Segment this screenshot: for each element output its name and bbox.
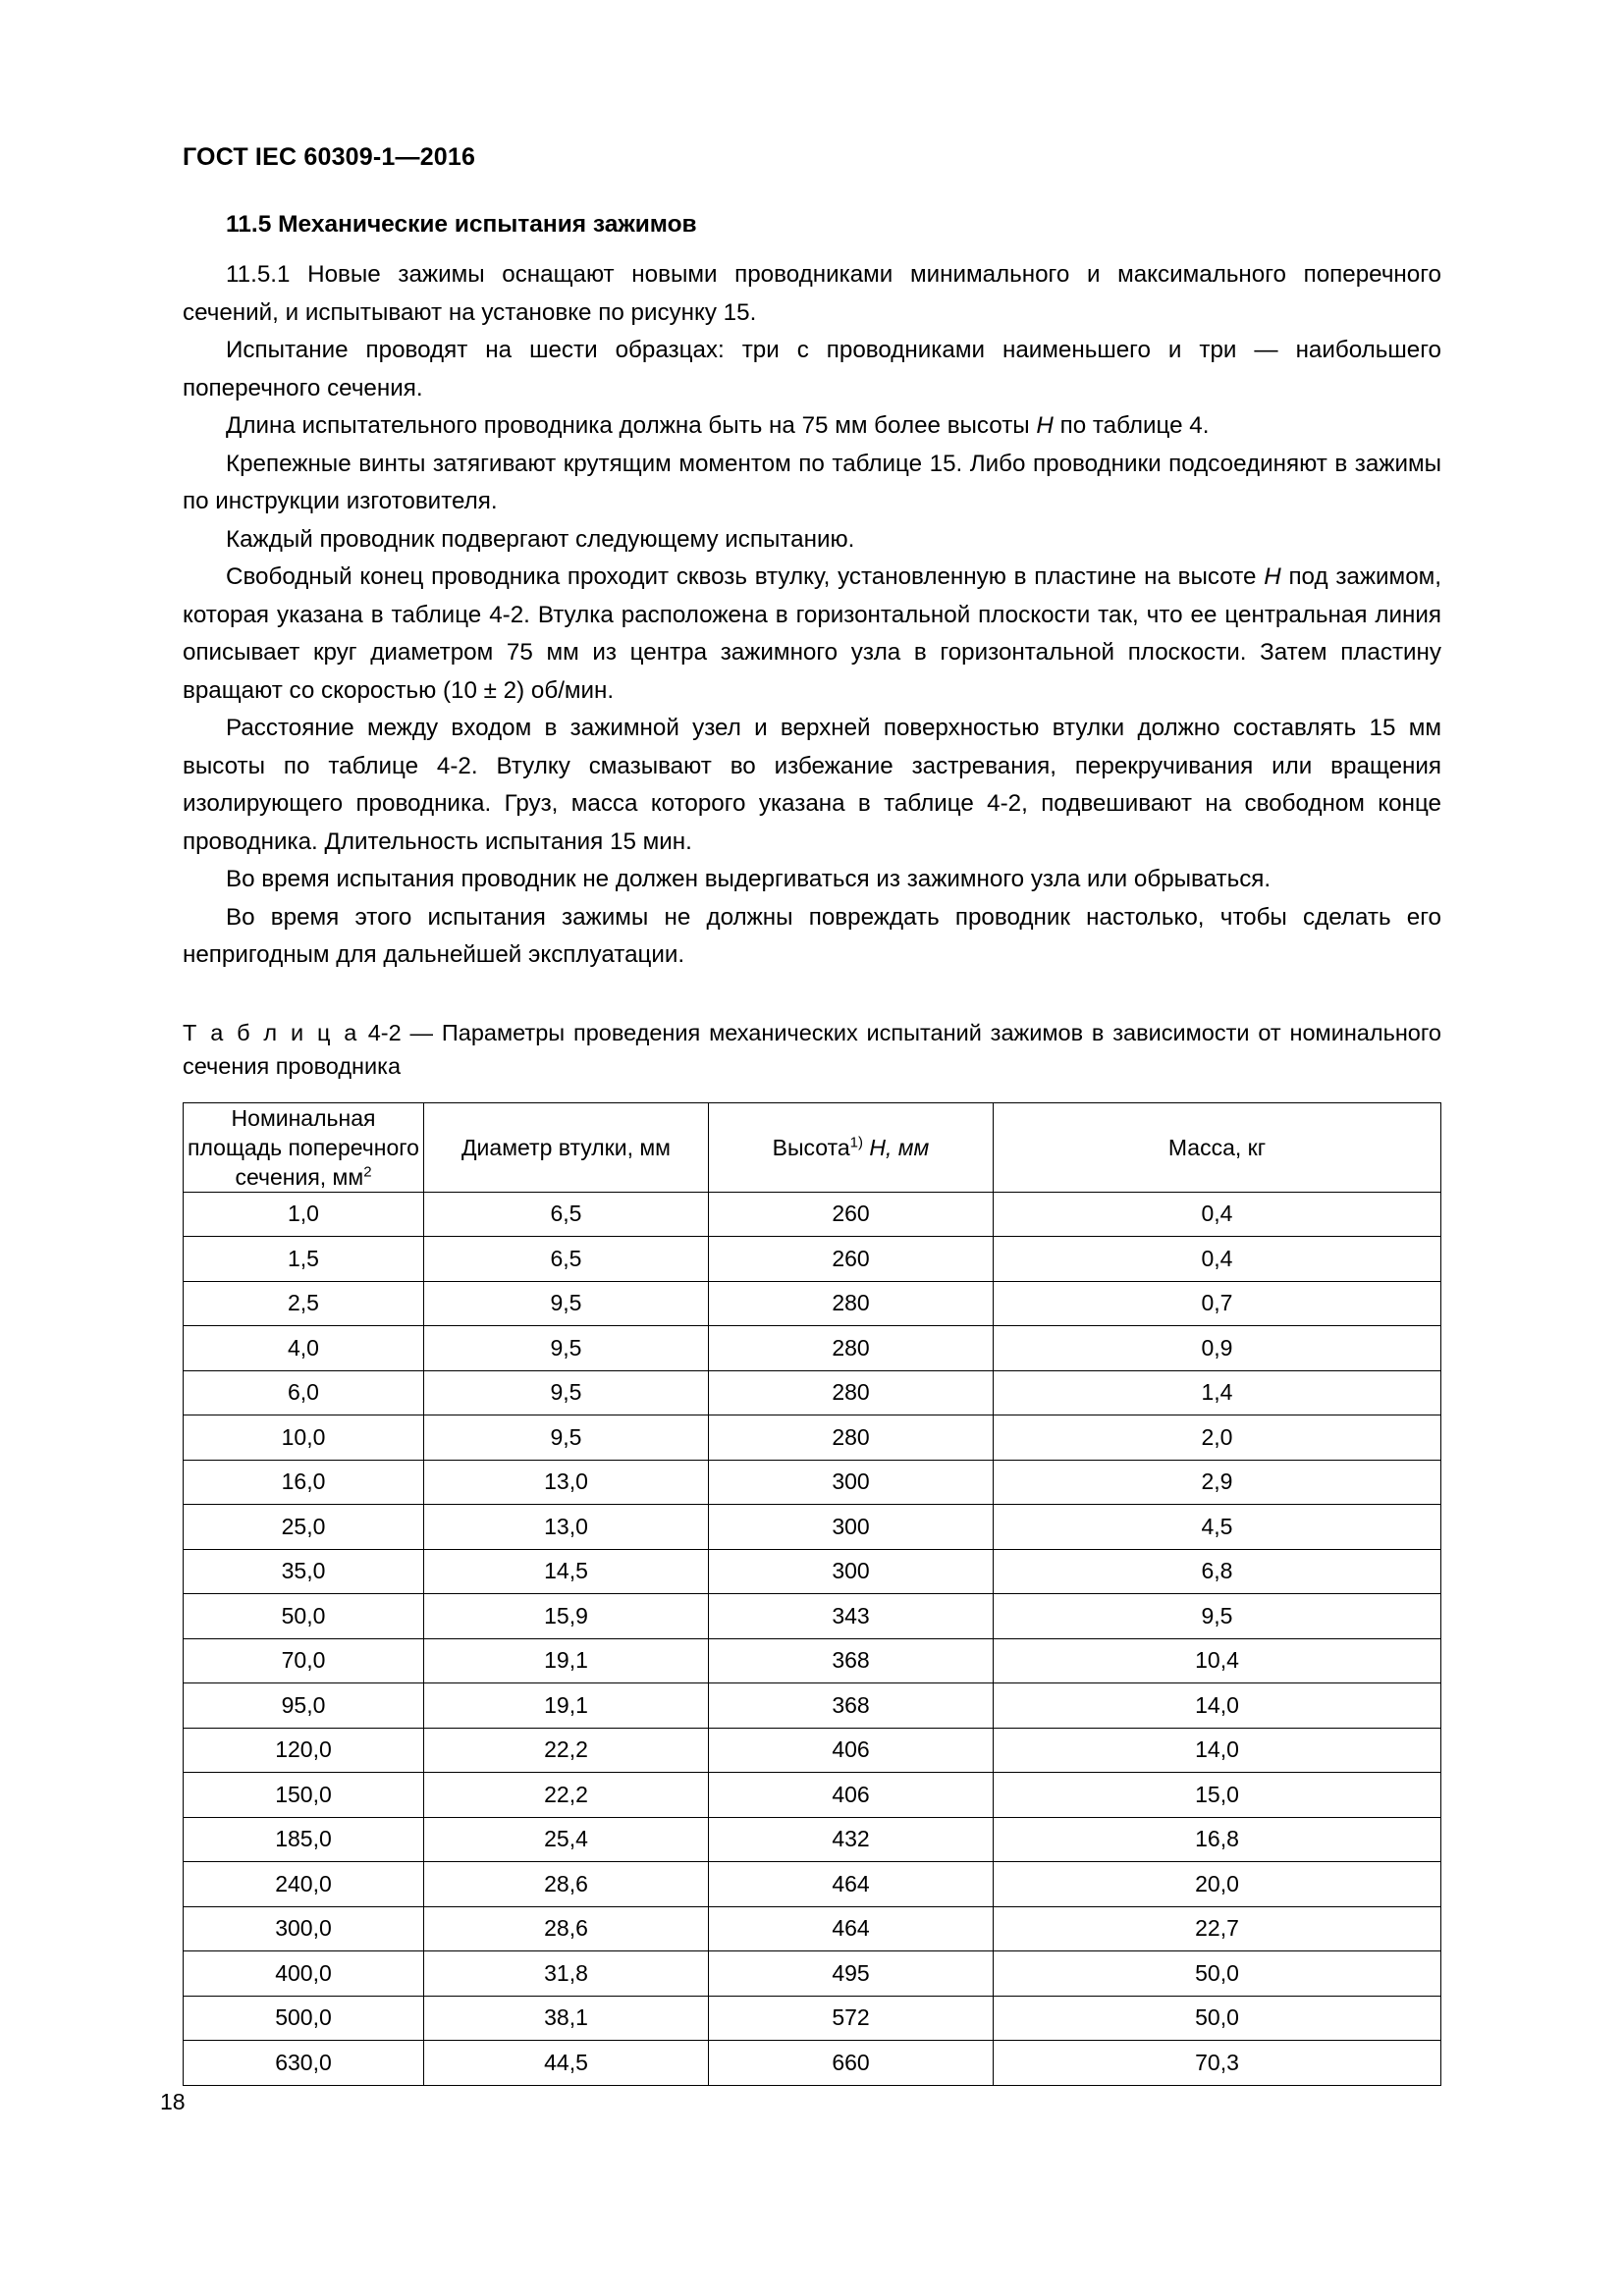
symbol-h: H [1264,563,1281,590]
table-row [184,1683,1441,1729]
cell-height: 464 [709,1862,994,1907]
cell-bushing-diameter: 9,5 [424,1281,709,1326]
table-row [184,1460,1441,1505]
cell-cross-section: 500,0 [184,1996,424,2041]
parameters-table [183,1102,1441,2086]
table-row [184,1549,1441,1594]
cell-cross-section: 120,0 [184,1728,424,1773]
cell-bushing-diameter: 22,2 [424,1728,709,1773]
cell-bushing-diameter: 25,4 [424,1817,709,1862]
column-header-height-label: Высота [772,1134,850,1160]
cell-height: 660 [709,2041,994,2086]
cell-cross-section: 185,0 [184,1817,424,1862]
cell-mass: 0,7 [994,1281,1441,1326]
cell-cross-section: 35,0 [184,1549,424,1594]
cell-height: 260 [709,1237,994,1282]
cell-mass: 4,5 [994,1505,1441,1550]
page-number: 18 [160,2089,186,2114]
table-body [184,1192,1441,2085]
cell-cross-section: 70,0 [184,1638,424,1683]
cell-mass: 10,4 [994,1638,1441,1683]
column-header-cross-section [184,1102,424,1192]
cell-cross-section: 50,0 [184,1594,424,1639]
table-row [184,1192,1441,1237]
cell-mass: 20,0 [994,1862,1441,1907]
cell-cross-section: 240,0 [184,1862,424,1907]
paragraph-2: Испытание проводят на шести образцах: три с проводниками наименьшего и три — наибольшего поперечного сечения. [183,337,1441,401]
paragraph-3: Длина испытательного проводника должна быть на 75 мм более высоты H по таблице 4. [226,412,1210,439]
cell-mass: 50,0 [994,1996,1441,2041]
paragraph-9: Во время этого испытания зажимы не должны повреждать проводник настолько, чтобы сделать его непригодным для дальнейшей эксплуатации. [183,903,1441,968]
paragraph-6: Свободный конец проводника проходит сквозь втулку, установленную в пластине на высоте H под зажимом, которая указана в таблице 4-2. Втулка расположена в горизонтальной плоскости так, что ее центральная линия описывает круг диаметром 75 мм из центра зажимного узла в горизонтальной плоскости. Затем пластину вращают со скоростью (10 ± 2) об/мин. [183,563,1441,704]
table-row [184,1638,1441,1683]
cell-height: 572 [709,1996,994,2041]
cell-height: 432 [709,1817,994,1862]
column-header-mass: Масса, кг [994,1102,1441,1192]
table-row [184,1862,1441,1907]
table-row [184,1906,1441,1951]
cell-cross-section: 10,0 [184,1415,424,1461]
cell-height: 300 [709,1460,994,1505]
cell-bushing-diameter: 15,9 [424,1594,709,1639]
section-title: 11.5 Механические испытания зажимов [226,211,697,238]
cell-mass: 9,5 [994,1594,1441,1639]
cell-bushing-diameter: 14,5 [424,1549,709,1594]
column-header-bushing-diameter: Диаметр втулки, мм [424,1102,709,1192]
cell-height: 300 [709,1549,994,1594]
table-row [184,1237,1441,1282]
cell-mass: 15,0 [994,1773,1441,1818]
paragraph-1: 11.5.1 Новые зажимы оснащают новыми проводниками минимального и максимального поперечного сечений, и испытывают на установке по рисунку 15. [183,261,1441,326]
cell-bushing-diameter: 22,2 [424,1773,709,1818]
cell-mass: 70,3 [994,2041,1441,2086]
cell-bushing-diameter: 13,0 [424,1505,709,1550]
table-row [184,1415,1441,1461]
cell-cross-section: 400,0 [184,1951,424,1997]
cell-mass: 6,8 [994,1549,1441,1594]
symbol-h: H [1036,412,1054,439]
table-row [184,2041,1441,2086]
table-caption-lead: Т а б л и ц а [183,1019,359,1045]
paragraph-7: Расстояние между входом в зажимной узел и верхней поверхностью втулки должно составлять 15 мм высоты по таблице 4-2. Втулку смазывают во избежание застревания, перекручивания или вращения изолирующего проводника. Груз, масса которого указана в таблице 4-2, подвешивают на свободном конце проводника. Длительность испытания 15 мин. [183,715,1441,855]
cell-bushing-diameter: 9,5 [424,1415,709,1461]
cell-bushing-diameter: 9,5 [424,1370,709,1415]
cell-cross-section: 2,5 [184,1281,424,1326]
cell-mass: 16,8 [994,1817,1441,1862]
table-row [184,1505,1441,1550]
page-header: ГОСТ IEC 60309-1—2016 [183,143,476,171]
cell-mass: 14,0 [994,1683,1441,1729]
page-content [183,211,1441,2086]
cell-height: 280 [709,1415,994,1461]
cell-height: 280 [709,1326,994,1371]
cell-height: 464 [709,1906,994,1951]
column-header-height-sup: 1) [849,1133,863,1150]
cell-cross-section: 6,0 [184,1370,424,1415]
cell-bushing-diameter: 28,6 [424,1906,709,1951]
cell-height: 280 [709,1370,994,1415]
paragraph-5: Каждый проводник подвергают следующему испытанию. [226,525,855,553]
cell-height: 406 [709,1728,994,1773]
table-row [184,1326,1441,1371]
cell-cross-section: 300,0 [184,1906,424,1951]
cell-cross-section: 150,0 [184,1773,424,1818]
cell-bushing-diameter: 9,5 [424,1326,709,1371]
cell-mass: 2,0 [994,1415,1441,1461]
table-row [184,1594,1441,1639]
table-header-row [184,1102,1441,1192]
cell-mass: 50,0 [994,1951,1441,1997]
cell-bushing-diameter: 19,1 [424,1638,709,1683]
cell-height: 260 [709,1192,994,1237]
cell-bushing-diameter: 38,1 [424,1996,709,2041]
table-row [184,1281,1441,1326]
cell-height: 280 [709,1281,994,1326]
cell-cross-section: 1,5 [184,1237,424,1282]
table-caption [183,1016,1441,1083]
cell-bushing-diameter: 28,6 [424,1862,709,1907]
column-header-height [709,1102,994,1192]
cell-mass: 2,9 [994,1460,1441,1505]
cell-mass: 22,7 [994,1906,1441,1951]
cell-mass: 0,9 [994,1326,1441,1371]
cell-height: 343 [709,1594,994,1639]
cell-mass: 1,4 [994,1370,1441,1415]
table-row [184,1817,1441,1862]
column-header-cross-section-label: Номинальная площадь поперечного сечения, мм [188,1104,419,1190]
cell-cross-section: 630,0 [184,2041,424,2086]
paragraph-4: Крепежные винты затягивают крутящим моментом по таблице 15. Либо проводники подсоединяют в зажимы по инструкции изготовителя. [183,450,1441,514]
cell-mass: 14,0 [994,1728,1441,1773]
table-row [184,1370,1441,1415]
table-row [184,1996,1441,2041]
cell-mass: 0,4 [994,1192,1441,1237]
cell-bushing-diameter: 6,5 [424,1237,709,1282]
column-header-cross-section-sup: 2 [363,1162,372,1180]
table-row [184,1951,1441,1997]
cell-height: 495 [709,1951,994,1997]
cell-bushing-diameter: 44,5 [424,2041,709,2086]
column-header-height-suffix: H, мм [869,1134,930,1160]
cell-height: 300 [709,1505,994,1550]
cell-cross-section: 25,0 [184,1505,424,1550]
cell-height: 368 [709,1638,994,1683]
cell-height: 368 [709,1683,994,1729]
table-row [184,1773,1441,1818]
cell-cross-section: 95,0 [184,1683,424,1729]
cell-cross-section: 1,0 [184,1192,424,1237]
table-caption-text: 4-2 — Параметры проведения механических испытаний зажимов в зависимости от номинального сечения проводника [183,1019,1441,1079]
cell-bushing-diameter: 13,0 [424,1460,709,1505]
cell-bushing-diameter: 19,1 [424,1683,709,1729]
cell-height: 406 [709,1773,994,1818]
cell-bushing-diameter: 31,8 [424,1951,709,1997]
cell-bushing-diameter: 6,5 [424,1192,709,1237]
cell-cross-section: 16,0 [184,1460,424,1505]
table-row [184,1728,1441,1773]
paragraph-8: Во время испытания проводник не должен выдергиваться из зажимного узла или обрываться. [226,866,1272,892]
cell-mass: 0,4 [994,1237,1441,1282]
cell-cross-section: 4,0 [184,1326,424,1371]
